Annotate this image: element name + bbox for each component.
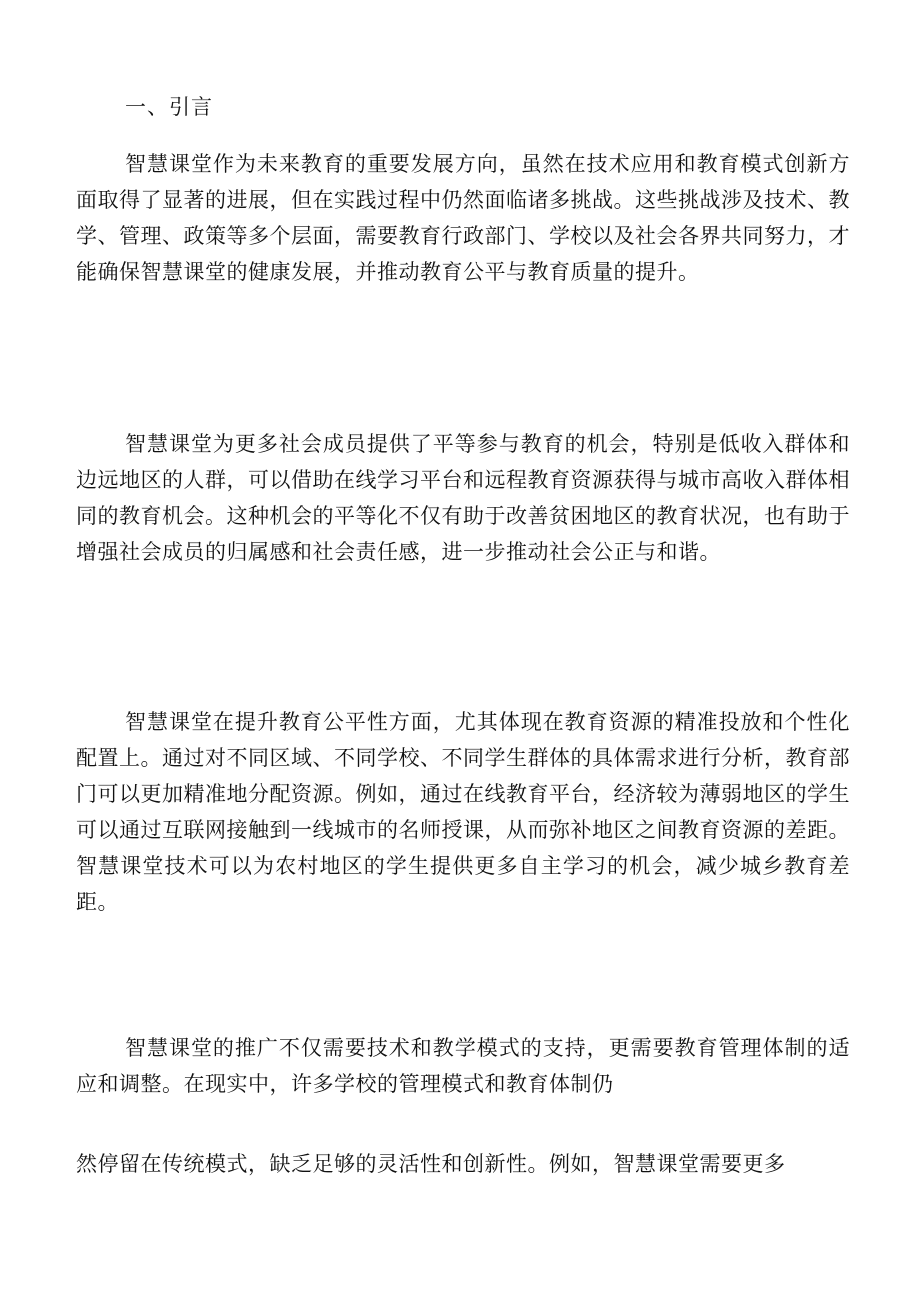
paragraph-4: 智慧课堂的推广不仅需要技术和教学模式的支持，更需要教育管理体制的适应和调整。在现实中，许多学校的管理模式和教育体制仍: [76, 1036, 850, 1096]
paragraph-2: 智慧课堂为更多社会成员提供了平等参与教育的机会，特别是低收入群体和边远地区的人群，可以借助在线学习平台和远程教育资源获得与城市高收入群体相同的教育机会。这种机会的平等化不仅有助于改善贫困地区的教育状况，也有助于增强社会成员的归属感和社会责任感，进一步推动社会公正与和谐。: [76, 432, 850, 564]
paragraph-continuation: 然停留在传统模式，缺乏足够的灵活性和创新性。例如，智慧课堂需要更多: [76, 1152, 786, 1176]
paragraph-1: 智慧课堂作为未来教育的重要发展方向，虽然在技术应用和教育模式创新方面取得了显著的进展，但在实践过程中仍然面临诸多挑战。这些挑战涉及技术、教学、管理、政策等多个层面，需要教育行政部门、学校以及社会各界共同努力，才能确保智慧课堂的健康发展，并推动教育公平与教育质量的提升。: [76, 152, 850, 284]
paragraph-3: 智慧课堂在提升教育公平性方面，尤其体现在教育资源的精准投放和个性化配置上。通过对不同区域、不同学校、不同学生群体的具体需求进行分析，教育部门可以更加精准地分配资源。例如，通过在线教育平台，经济较为薄弱地区的学生可以通过互联网接触到一线城市的名师授课，从而弥补地区之间教育资源的差距。智慧课堂技术可以为农村地区的学生提供更多自主学习的机会，减少城乡教育差距。: [76, 710, 850, 914]
section-heading: 一、引言: [125, 95, 213, 119]
